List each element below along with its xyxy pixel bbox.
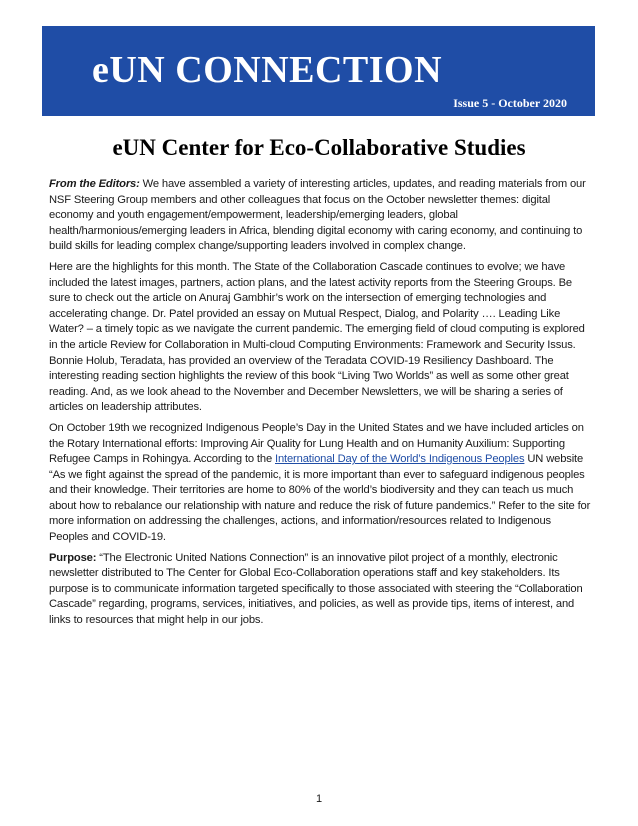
page-number: 1 — [315, 793, 323, 805]
editors-paragraph — [49, 177, 591, 255]
highlights-paragraph: Here are the highlights for this month. The State of the Collaboration Cascade continues to evolve; we have included the latest images, partners, action plans, and the latest activity reports from the Steering Groups. Be sure to check out the article on Anuraj Gambhir’s work on the intersection of emerging technologies and accelerating change. Dr. Patel provided an essay on Mutual Respect, Dialog, and Polarity …. Leading Like Water? – a timely topic as we navigate the current pandemic. The emerging field of cloud computing is explored in the article Review for Collaboration in Multi-cloud Computing Environments: Framework and Security Issus. Bonnie Holub, Teradata, has provided an overview of the Teradata COVID-19 Resiliency Dashboard. The interesting reading section highlights the review of this book “Living Two Worlds” as well as some other great reading. And, as we look ahead to the November and December Newsletters, we will be sharing a series of articles on leadership attributes. — [49, 260, 585, 414]
editors-lead: From the Editors: — [49, 178, 140, 190]
newsletter-title: eUN CONNECTION — [92, 49, 443, 91]
indigenous-paragraph — [49, 421, 591, 546]
purpose-text: “The Electronic United Nations Connection” is an innovative pilot project of a monthly, electronic newsletter distributed to The Center for Global Eco-Collaboration operations staff and key stakeholders. Its purpose is to communicate information targeted specifically to those associated with steering the “Collaboration Cascade” regarding, programs, services, initiatives, and policies, as well as provide tips, items of interest, and links to resources that might help in our jobs. — [49, 551, 583, 627]
issue-label: Issue 5 - October 2020 — [453, 96, 567, 110]
newsletter-body — [49, 177, 591, 634]
purpose-lead: Purpose: — [49, 551, 97, 564]
editors-text: We have assembled a variety of interesting articles, updates, and reading materials from our NSF Steering Group members and other colleagues that focus on the October newsletter themes: digital economy and youth engagement/empowerment, leadership/emerging leaders, global health/harmonious/emerging leaders in Africa, blending digital economy with caring economy, and continuing to build skills for leading complex change/supporting leaders involved in complex change. — [49, 178, 586, 253]
purpose-paragraph — [49, 551, 591, 629]
indigenous-day-link[interactable]: International Day of the World’s Indigenous Peoples — [275, 453, 525, 466]
indigenous-text-before: On October 19th we recognized Indigenous People’s Day in the United States and we have included articles on the Rotary International efforts: Improving Air Quality for Lung Health and on Humanity Auxilium: Supporting Refugee Camps in Rohingya. According to the — [49, 421, 584, 466]
indigenous-text-after: UN website “As we fight against the spread of the pandemic, it is more important than ever to safeguard indigenous peoples and their knowledge. Their territories are home to 80% of the world’s biodiversity and they can teach us much about how to rebalance our relationship with nature and reduce the risk of future pandemics.” Refer to the site for more information on addressing the challenges, actions, and information/resources related to Indigenous Peoples and COVID-19. — [49, 453, 591, 544]
center-title: eUN Center for Eco-Collaborative Studies — [112, 135, 526, 160]
newsletter-banner — [42, 26, 595, 116]
